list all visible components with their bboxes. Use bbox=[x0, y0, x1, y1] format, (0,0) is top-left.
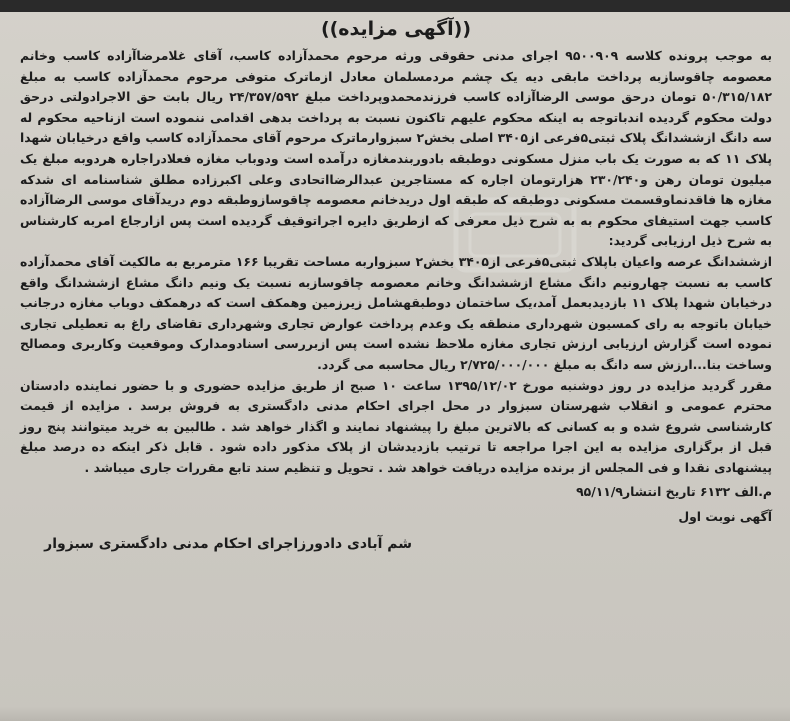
notice-round: آگهی نوبت اول bbox=[678, 509, 772, 525]
notice-paragraph-3: مقرر گردید مزایده در روز دوشنبه مورخ ۱۳۹۵/۱۲/۰۲ ساعت ۱۰ صبح از طریق مزایده حضوری و با حضور نماینده دادستان محترم عمومی و انقلاب شهرستان سبزوار در محل اجرای احکام مدنی دادگستری به فروش برسد . مزایده از قیمت کارشناسی شروع شده و به کسانی که بالاترین مبلغ را پیشنهاد نمایند و اگذار خواهد شد . طالبین به خرید میتوانند پنج روز قبل از برگزاری مزایده به این اجرا مراجعه تا ترتیب بازدیدشان از پلاک مذکور داده شود . قابل ذکر اینکه ده درصد مبلغ پیشنهادی نقدا و فی المجلس از برنده مزایده دریافت خواهد شد . تحویل و تنظیم سند تابع مقررات جاری میباشد . bbox=[20, 377, 772, 475]
notice-reference: م.الف ۶۱۳۲ تاریخ انتشار۹۵/۱۱/۹ bbox=[576, 484, 772, 500]
notice-paragraph-2: ازششدانگ عرصه واعیان باپلاک ثبتی۵فرعی از۳۴۰۵ بخش۲ سبزواربه مساحت تقریبا ۱۶۶ مترمربع به مالکیت آقای محمدآزاده کاسب به نسبت چهارونیم دانگ مشاع ازششدانگ وخانم معصومه چاقوسازبه نسبت یک ونیم دانگ مشاع ازششدانگ واقع درخیابان شهدا پلاک ۱۱ بازدیدبعمل آمد،یک ساختمان دوطبقهشامل زیرزمین وهمکف است که درهمکف دوباب مغازه درجانب خیابان باتوجه به رای کمسیون شهرداری منطقه یک وعدم پرداخت عوارض تجاری وشهرداری تقاضای راغ به تعطیلی تجاری نموده است گزارش ارزیابی ارزش تجاری مغازه ملاحظ نشده است پس ازبررسی اسنادومدارک وموقعیت وکاربری ومصالح وساخت بنا...ارزش سه دانگ به مبلغ ۲/۷۲۵/۰۰۰/۰۰۰ ریال محاسبه می گردد. bbox=[20, 253, 773, 372]
auction-notice bbox=[20, 16, 772, 706]
notice-signature: شم آبادی دادورزاجرای احکام مدنی دادگستری سبزوار bbox=[44, 535, 412, 552]
bottom-edge bbox=[0, 707, 790, 721]
notice-paragraph-1: به موجب پرونده کلاسه ۹۵۰۰۹۰۹ اجرای مدنی حقوقی ورثه مرحوم محمدآزاده کاسب، آقای غلامرضاآزاده کاسب وخانم معصومه چاقوسازبه پرداخت مابقی دیه یک چشم مردمسلمان معادل ازماترک متوفی مرحوم محمدآزاده کاسب به مبلغ ۵۰/۳۱۵/۱۸۲ تومان درحق موسی الرضاآزاده کاسب فرزندمحمدوپرداخت مبلغ ۲۴/۳۵۷/۵۹۲ ریال بابت حق الاجرادولتی درحق دولت محکوم گردیده اندباتوجه به اینکه محکوم علیهم تاکنون نسبت به پرداخت بدهی اقدامی ننموده است ازناحیه محکوم له سه دانگ ازششدانگ پلاک ثبتی۵فرعی از۳۴۰۵ اصلی بخش۲ سبزوارماترک مرحوم آقای محمدآزاده کاسب واقع درخیابان شهدا پلاک ۱۱ که به صورت یک باب منزل مسکونی دوطبقه بادوربندمغازه درآمده است ودوباب مغازه فعلادراجاره هردوبه مبلغ یک میلیون تومان رهن و۲۳۰/۲۴۰ هزارتومان اجاره که مستاجرین عبدالرضااتحادی وعلی اکبرزاده مطلق شناسنامه ای شدکه مغازه ها فاقدنماوقسمت مسکونی دوطبقه که طبقه اول دریدخانم معصومه چاقوسازوطبقه دوم دریدآقای موسی الرضاآزاده کاسب جهت استیفای محکوم به به شرح ذیل معرفی که ازطریق دایره اجراتوقیف گردیده است پس ازارجاع امربه کارشناس به شرح ذیل ارزیابی گردید: bbox=[20, 48, 773, 249]
top-border bbox=[0, 0, 790, 12]
notice-title: ((آگهی مزایده)) bbox=[320, 18, 472, 40]
